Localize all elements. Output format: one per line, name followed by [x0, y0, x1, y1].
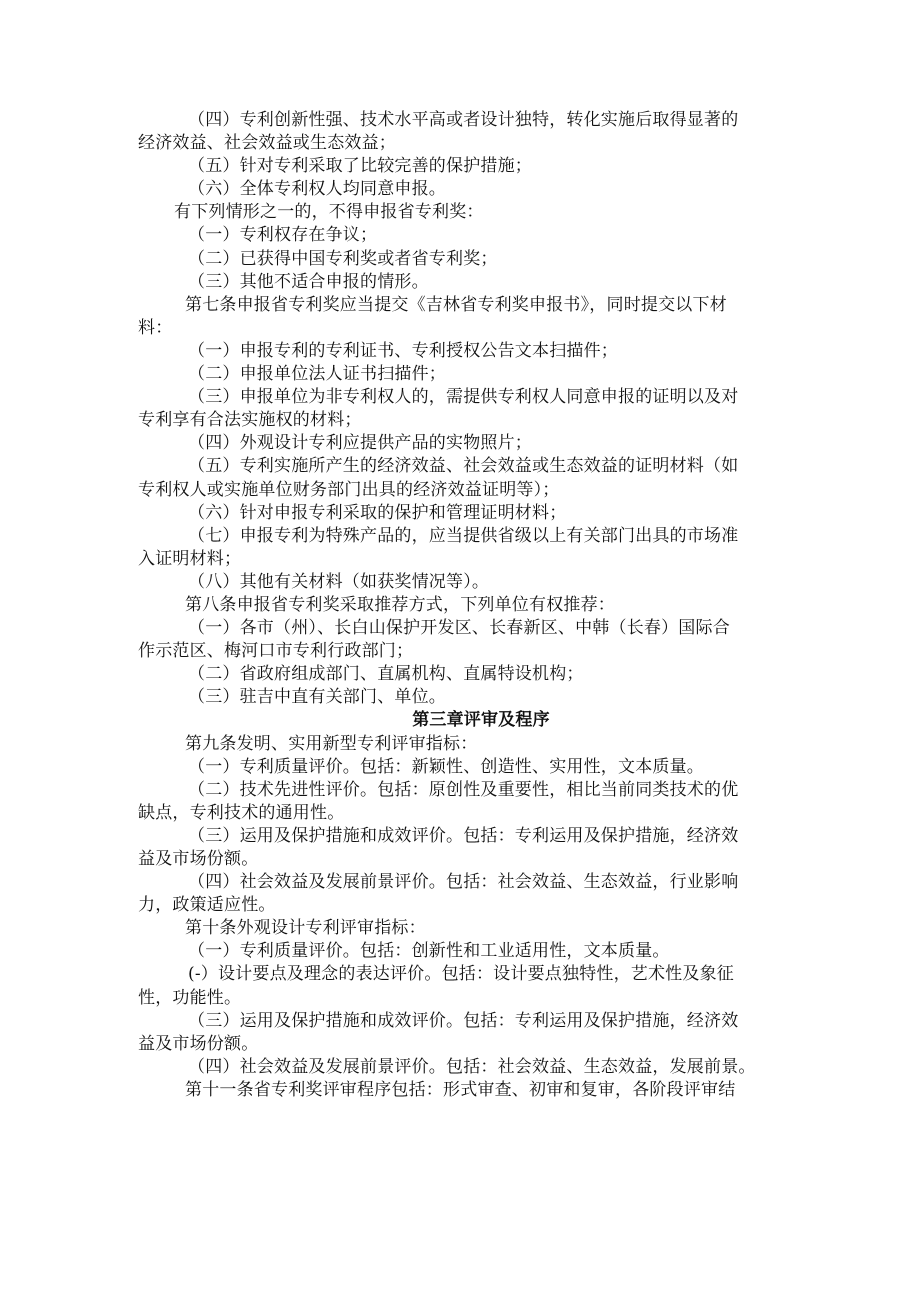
text-line: （五）专利实施所产生的经济效益、社会效益或生态效益的证明材料（如	[188, 456, 739, 477]
text-line: 益及市场份额。	[138, 1033, 259, 1054]
text-line: （三）运用及保护措施和成效评价。包括：专利运用及保护措施，经济效	[188, 825, 739, 846]
text-line: （五）针对专利采取了比较完善的保护措施；	[188, 156, 532, 177]
text-line: （二）已获得中国专利奖或者省专利奖；	[188, 248, 498, 269]
text-line: （一）申报专利的专利证书、专利授权公告文本扫描件；	[188, 340, 618, 361]
article-line: 第七条申报省专利奖应当提交《吉林省专利奖申报书》，同时提交以下材	[185, 294, 727, 315]
text-line: （一）专利质量评价。包括：新颖性、创造性、实用性，文本质量。	[188, 756, 704, 777]
text-line: （二）申报单位法人证书扫描件；	[188, 364, 446, 385]
text-line: （四）外观设计专利应提供产品的实物照片；	[188, 433, 532, 454]
text-line: 入证明材料；	[138, 548, 242, 569]
text-line: （二）技术先进性评价。包括：原创性及重要性，相比当前同类技术的优	[188, 779, 739, 800]
article-line: 第八条申报省专利奖采取推荐方式，下列单位有权推荐：	[185, 594, 615, 615]
text-line: 益及市场份额。	[138, 849, 259, 869]
text-line: （一）各市（州）、长白山保护开发区、长春新区、中韩（长春）国际合	[188, 618, 730, 639]
text-line: 专利享有合法实施权的材料；	[138, 410, 362, 431]
text-line: 力，政策适应性。	[138, 895, 276, 916]
text-line: （三）驻吉中直有关部门、单位。	[188, 687, 446, 708]
text-line: （六）针对申报专利采取的保护和管理证明材料；	[188, 502, 567, 523]
text-line: 经济效益、社会效益或生态效益；	[138, 133, 396, 154]
text-line: （七）申报专利为特殊产品的，应当提供省级以上有关部门出具的市场准	[188, 525, 739, 546]
text-line: (-）设计要点及理念的表达评价。包括：设计要点独特性，艺术性及象征	[188, 964, 734, 985]
article-line: 第十条外观设计专利评审指标：	[185, 918, 426, 939]
article-line: 第九条发明、实用新型专利评审指标：	[185, 733, 478, 754]
text-line: （八）其他有关材料（如获奖情况等）。	[188, 571, 490, 592]
text-line: （六）全体专利权人均同意申报。	[188, 179, 446, 200]
text-line: 性，功能性。	[138, 987, 242, 1008]
text-line: （一）专利质量评价。包括：创新性和工业适用性，文本质量。	[188, 941, 670, 962]
text-line: 专利权人或实施单位财务部门出具的经济效益证明等）；	[138, 479, 560, 500]
text-line: 缺点，专利技术的通用性。	[138, 802, 345, 823]
chapter-heading: 第三章评审及程序	[412, 710, 550, 731]
text-line: （三）其他不适合申报的情形。	[188, 271, 429, 292]
text-line: 作示范区、梅河口市专利行政部门；	[138, 641, 414, 662]
article-line: 第十一条省专利奖评审程序包括：形式审查、初审和复审，各阶段评审结	[185, 1079, 736, 1100]
text-line: （一）专利权存在争议；	[188, 225, 378, 246]
text-line: （四）社会效益及发展前景评价。包括：社会效益、生态效益，行业影响	[188, 872, 739, 893]
text-line: 有下列情形之一的，不得申报省专利奖：	[174, 202, 484, 223]
text-line: （三）申报单位为非专利权人的，需提供专利权人同意申报的证明以及对	[188, 387, 739, 408]
text-line: （四）社会效益及发展前景评价。包括：社会效益、生态效益，发展前景。	[188, 1056, 756, 1077]
document-body	[138, 109, 788, 1102]
text-line: 料：	[138, 317, 173, 338]
text-line: （三）运用及保护措施和成效评价。包括：专利运用及保护措施，经济效	[188, 1010, 739, 1031]
text-line: （四）专利创新性强、技术水平高或者设计独特，转化实施后取得显著的	[188, 110, 739, 130]
text-line: （二）省政府组成部门、直属机构、直属特设机构；	[188, 664, 584, 685]
